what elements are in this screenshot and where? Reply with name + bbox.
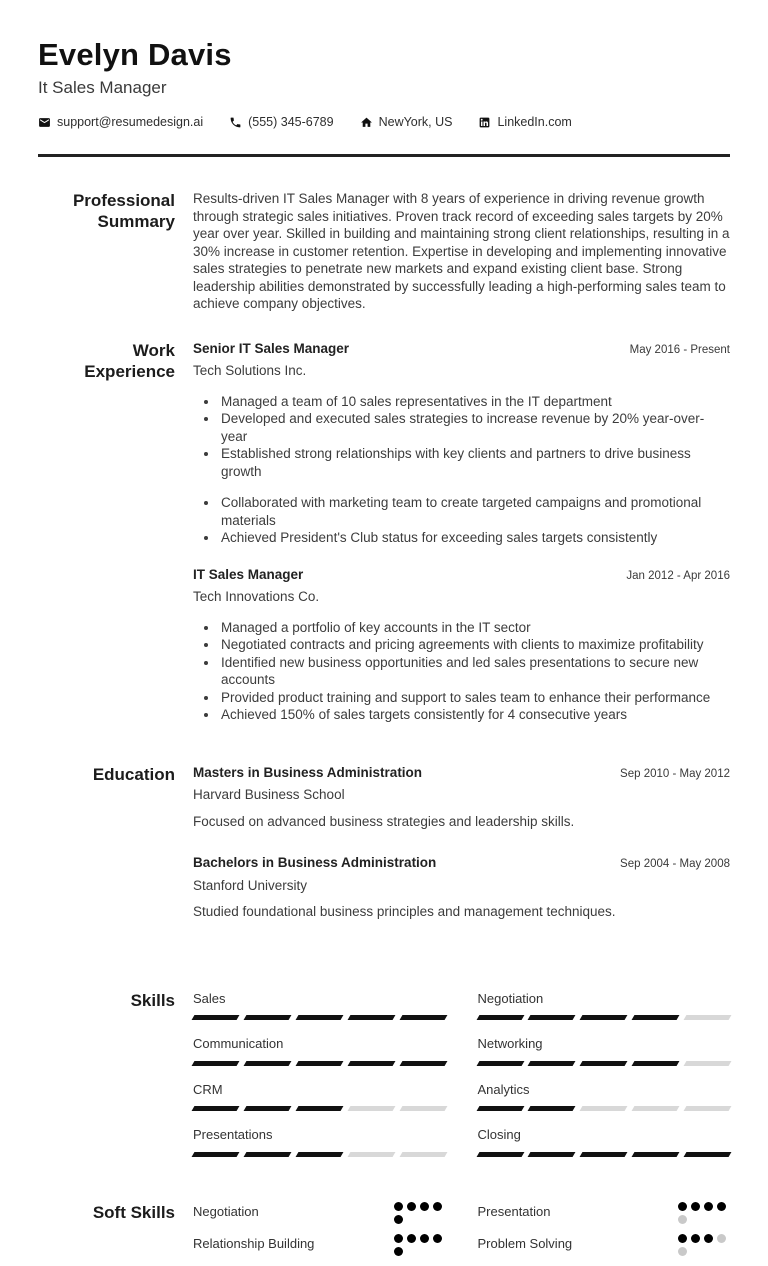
degree-school: Harvard Business School [193, 787, 345, 803]
soft-skill-name: Problem Solving [477, 1235, 573, 1251]
section-soft-skills [38, 1202, 730, 1266]
skill-name: CRM [193, 1081, 223, 1097]
skill-level-bar [478, 1106, 731, 1111]
summary-body [193, 190, 730, 313]
job-header [193, 340, 730, 360]
degree-entry [193, 854, 730, 921]
person-name: Evelyn Davis [38, 37, 232, 72]
skill-item [478, 990, 731, 1021]
job-entry [193, 566, 730, 724]
soft-skill-level-dots [678, 1234, 730, 1256]
skill-name: Communication [193, 1036, 284, 1052]
soft-skill-item [478, 1202, 731, 1224]
soft-skill-name: Presentation [477, 1203, 551, 1219]
skill-item [478, 1126, 731, 1157]
skill-level-bar [478, 1061, 731, 1066]
skill-level-bar [193, 1015, 446, 1020]
skill-name: Closing [477, 1127, 521, 1143]
resume-header [38, 38, 730, 157]
contact-phone [229, 115, 333, 129]
job-company: Tech Solutions Inc. [193, 363, 307, 379]
skill-level-bar [193, 1106, 446, 1111]
soft-skill-item [193, 1234, 446, 1256]
degree-description: Focused on advanced business strategies and leadership skills. [193, 813, 575, 829]
soft-skill-item [193, 1202, 446, 1224]
degree-header [193, 854, 730, 874]
job-title: Senior IT Sales Manager [193, 340, 350, 356]
skill-item [193, 1126, 446, 1157]
work-body [193, 340, 730, 724]
skill-level-bar [193, 1152, 446, 1157]
skill-name: Negotiation [477, 990, 544, 1006]
summary-text: Results-driven IT Sales Manager with 8 years of experience in driving revenue growth through strategic sales initiatives. Proven track record of exceeding sales targets by 20% year over year. Skilled in building and maintaining strong client relationships, resulting in a 30% increase in customer retention. Expertise in developing and implementing innovative sales strategies to penetrate new markets and expand existing client base. Strong leadership abilities demonstrated by successfully leading a high-performing sales team to achieve company objectives. [193, 191, 730, 312]
skill-item [193, 990, 446, 1021]
soft-skills-heading: Soft Skills [92, 1202, 175, 1222]
degree-description: Studied foundational business principles and management techniques. [193, 904, 616, 920]
skill-item [193, 1081, 446, 1112]
work-heading: Work Experience [84, 340, 175, 381]
degree-header [193, 764, 730, 784]
section-work-experience [38, 340, 730, 724]
soft-skill-item [478, 1234, 731, 1256]
degree-dates: Sep 2010 - May 2012 [620, 767, 730, 780]
section-skills [38, 990, 730, 1172]
degree-title: Masters in Business Administration [193, 764, 423, 780]
job-bullet: • Developed and executed sales strategies to increase revenue by 20% year-over-year [219, 410, 730, 445]
education-body [193, 764, 730, 945]
person-job-title: It Sales Manager [38, 78, 167, 98]
skill-level-bar [193, 1061, 446, 1066]
job-bullets [193, 393, 730, 547]
soft-skills-body [193, 1202, 730, 1266]
soft-skill-level-dots [678, 1202, 730, 1224]
contact-linkedin [478, 115, 571, 129]
skill-name: Analytics [477, 1081, 530, 1097]
skill-level-bar [478, 1015, 731, 1020]
job-bullet: • Identified new business opportunities and led sales presentations to secure new accounts [219, 654, 730, 689]
header-divider [38, 154, 730, 157]
home-icon [360, 116, 373, 129]
job-bullet: • Provided product training and support to sales team to enhance their performance [219, 689, 730, 707]
summary-heading: Professional Summary [72, 191, 175, 232]
skill-name: Sales [193, 990, 226, 1006]
soft-skill-level-dots [394, 1234, 446, 1256]
job-bullet: • Achieved 150% of sales targets consistently for 4 consecutive years [219, 706, 730, 724]
job-dates: Jan 2012 - Apr 2016 [626, 569, 730, 582]
job-bullet: • Established strong relationships with key clients and partners to drive business growth [219, 445, 730, 480]
education-heading: Education [92, 764, 175, 784]
skill-name: Networking [477, 1036, 543, 1052]
soft-skill-name: Relationship Building [193, 1235, 315, 1251]
email-icon [38, 116, 51, 129]
contact-location [360, 115, 453, 129]
skill-name: Presentations [193, 1127, 273, 1143]
skill-item [478, 1035, 731, 1066]
contact-phone-text: (555) 345-6789 [248, 115, 334, 130]
skills-heading: Skills [130, 990, 175, 1010]
degree-school: Stanford University [193, 877, 308, 893]
contact-email-text: support@resumedesign.ai [57, 115, 204, 130]
job-bullet: • Negotiated contracts and pricing agreements with clients to maximize profitability [219, 636, 730, 654]
job-dates: May 2016 - Present [629, 343, 730, 356]
section-summary [38, 190, 730, 313]
linkedin-icon [478, 116, 491, 129]
skill-item [478, 1081, 731, 1112]
soft-skill-level-dots [394, 1202, 446, 1224]
job-bullet: • Managed a portfolio of key accounts in the IT sector [219, 619, 730, 637]
job-bullets [193, 619, 730, 724]
job-company: Tech Innovations Co. [193, 589, 320, 605]
degree-entry [193, 764, 730, 831]
job-entry [193, 340, 730, 547]
soft-skills-grid [193, 1202, 730, 1266]
job-title: IT Sales Manager [193, 566, 304, 582]
contact-linkedin-text: LinkedIn.com [497, 115, 572, 130]
contact-location-text: NewYork, US [378, 115, 453, 130]
job-bullet: • Managed a team of 10 sales representatives in the IT department [219, 393, 730, 411]
job-bullet: • Collaborated with marketing team to create targeted campaigns and promotional materials [219, 494, 730, 529]
degree-title: Bachelors in Business Administration [193, 855, 437, 871]
section-education [38, 764, 730, 945]
job-header [193, 566, 730, 586]
contact-row [38, 115, 730, 129]
phone-icon [229, 116, 242, 129]
contact-email [38, 115, 203, 129]
skill-level-bar [478, 1152, 731, 1157]
degree-dates: Sep 2004 - May 2008 [620, 858, 730, 871]
job-bullet: • Achieved President's Club status for exceeding sales targets consistently [219, 529, 730, 547]
skills-grid [193, 990, 730, 1172]
skills-body [193, 990, 730, 1172]
soft-skill-name: Negotiation [193, 1203, 259, 1219]
skill-item [193, 1035, 446, 1066]
